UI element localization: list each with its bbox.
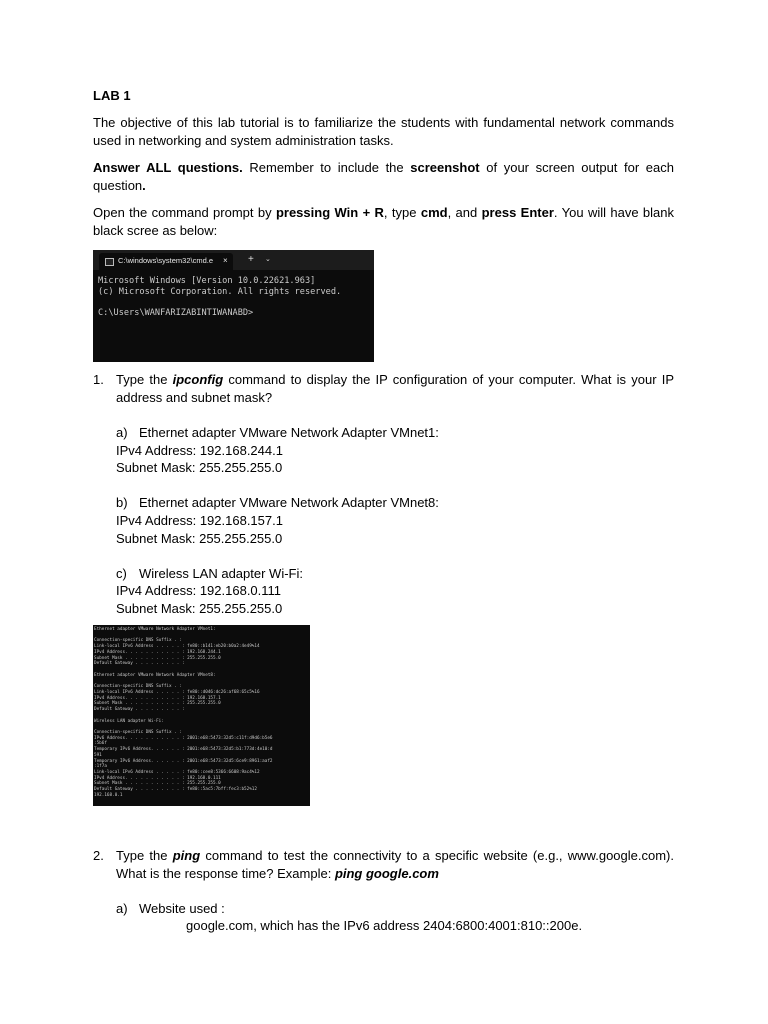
q1-item-c-letter: c) (116, 566, 127, 581)
q2-number: 2. (93, 848, 104, 863)
q1-item-b-title: Ethernet adapter VMware Network Adapter VMnet8: (139, 495, 439, 510)
ipconfig-output-line: Temporary IPv6 Address. . . . . . : 2001:e68:5473:32d5:6ce9:8961:aaf2 (94, 758, 273, 764)
ipconfig-output-line: IPv4 Address. . . . . . . . . . . : 192.168.244.1 (94, 649, 221, 655)
q1-item-c-title: Wireless LAN adapter Wi-Fi: (139, 566, 303, 581)
ping-command: ping (172, 848, 201, 863)
ipconfig-output-line: Link-local IPv6 Address . . . . . : fe80::b141:eb20:b0a2:4e49%14 (94, 644, 260, 650)
q1-item-a-mask: Subnet Mask: 255.255.255.0 (116, 460, 283, 475)
q2-item-a-letter: a) (116, 901, 128, 916)
ipconfig-command: ipconfig (172, 372, 224, 387)
instruction-line-1 (93, 159, 674, 177)
ping-example: ping google.com (334, 866, 439, 881)
open-text: , type (383, 205, 421, 220)
new-tab-icon: + (248, 254, 254, 265)
ipconfig-output-line: Connection-specific DNS Suffix . : (94, 638, 182, 644)
cmd-tab (99, 253, 233, 270)
open-text: Open the command prompt by (93, 205, 276, 220)
q1-item-a-letter: a) (116, 425, 128, 440)
ipconfig-output-line: Link-local IPv6 Address . . . . . : fe80::d046:dc26:af68:65c5%16 (94, 689, 260, 695)
ipconfig-output-screenshot (93, 625, 310, 806)
q1-text: command to display the IP configuration of your computer. What is your IP (223, 372, 674, 387)
objective-line-1: The objective of this lab tutorial is to familiarize the students with fundamental network commands (93, 115, 674, 130)
open-text: . You will have blank (553, 205, 674, 220)
instruction-text: of your screen output for each (479, 160, 675, 175)
lab-title: LAB 1 (93, 88, 131, 103)
instruction-text: Remember to include the (242, 160, 411, 175)
ipconfig-output-line: Ethernet adapter VMware Network Adapter VMnet1: (94, 627, 216, 632)
q1-item-a-ip: IPv4 Address: 192.168.244.1 (116, 443, 283, 458)
ipconfig-output-line: Subnet Mask . . . . . . . . . . . : 255.255.255.0 (94, 655, 221, 661)
q1-line-1 (116, 371, 674, 389)
open-bold: pressing Win + R (275, 205, 384, 220)
open-text: , and (447, 205, 482, 220)
objective-line-2: used in networking and system administration tasks. (93, 133, 394, 148)
cmd-output-line: (c) Microsoft Corporation. All rights reserved. (98, 287, 342, 297)
answer-all-bold: Answer ALL questions. (93, 160, 243, 175)
cmd-tab-title: C:\windows\system32\cmd.e (118, 256, 214, 265)
q1-item-c-ip: IPv4 Address: 192.168.0.111 (116, 583, 282, 598)
open-bold: press Enter (481, 205, 554, 220)
open-bold: cmd (420, 205, 448, 220)
ipconfig-output-line: 192.168.0.1 (94, 792, 123, 798)
q2-item-a-title: Website used : (139, 901, 225, 916)
close-icon: × (223, 256, 228, 265)
terminal-icon (105, 258, 114, 266)
ipconfig-output-line: Default Gateway . . . . . . . . . : (94, 661, 185, 667)
instruction-line-2 (93, 177, 146, 195)
ipconfig-output-line: IPv6 Address. . . . . . . . . . . : 2001:e68:5473:32d5:c11f:d9d6:b5e6 (94, 735, 273, 741)
ipconfig-output-line: 591 (94, 752, 102, 758)
q1-item-b-letter: b) (116, 495, 128, 510)
cmd-output-line: Microsoft Windows [Version 10.0.22621.963] (98, 276, 316, 286)
screenshot-bold: screenshot (410, 160, 480, 175)
cmd-tab-bar (93, 250, 374, 270)
ipconfig-output-line: Temporary IPv6 Address. . . . . . : 2001:e68:5473:32d5:b1:773d:4e10:d (94, 747, 273, 753)
q1-item-b-ip: IPv4 Address: 192.168.157.1 (116, 513, 283, 528)
q2-text: command to test the connectivity to a specific website (e.g., www.google.com). (200, 848, 674, 863)
q1-item-a-title: Ethernet adapter VMware Network Adapter VMnet1: (139, 425, 439, 440)
ipconfig-output-line: Default Gateway . . . . . . . . . : fe80::5ac5:7bff:fec3:b52%12 (94, 787, 257, 793)
q2-line-1 (116, 847, 674, 865)
ipconfig-output-line: Connection-specific DNS Suffix . : (94, 684, 182, 690)
q2-line-2 (116, 865, 439, 883)
ipconfig-output-line: IPv4 Address. . . . . . . . . . . : 192.168.0.111 (94, 775, 221, 781)
q2-text: Type the (116, 848, 173, 863)
instruction-text: . (142, 178, 146, 193)
ipconfig-output-line: :5b6f (94, 741, 107, 747)
ipconfig-output-line: Ethernet adapter VMware Network Adapter VMnet8: (94, 672, 216, 678)
ipconfig-output-line: :1f7a (94, 764, 107, 770)
q2-text: What is the response time? Example: (116, 866, 335, 881)
instruction-text: question (93, 178, 143, 193)
q1-item-c-mask: Subnet Mask: 255.255.255.0 (116, 601, 283, 616)
q1-text: Type the (116, 372, 173, 387)
chevron-down-icon: ⌄ (265, 256, 271, 263)
open-cmd-line-2: black scree as below: (93, 223, 218, 238)
ipconfig-output-line: Subnet Mask . . . . . . . . . . . : 255.255.255.0 (94, 781, 221, 787)
q1-line-2: address and subnet mask? (116, 390, 273, 405)
ipconfig-output-line: Default Gateway . . . . . . . . . : (94, 707, 185, 713)
ipconfig-output-line: Wireless LAN adapter Wi-Fi: (94, 718, 164, 724)
ipconfig-output-line: Connection-specific DNS Suffix . : (94, 729, 182, 735)
ipconfig-output-line: Subnet Mask . . . . . . . . . . . : 255.255.255.0 (94, 701, 221, 707)
cmd-prompt-line: C:\Users\WANFARIZABINTIWANABD> (98, 308, 254, 318)
q1-item-b-mask: Subnet Mask: 255.255.255.0 (116, 531, 283, 546)
q2-item-a-value: google.com, which has the IPv6 address 2404:6800:4001:810::200e. (186, 918, 583, 933)
ipconfig-output-line: Link-local IPv6 Address . . . . . : fe80::cee8:5366:6608:9ac4%12 (94, 770, 260, 775)
cmd-window-screenshot (93, 250, 374, 362)
ipconfig-output-line: IPv4 Address. . . . . . . . . . . : 192.168.157.1 (94, 695, 221, 701)
open-cmd-line-1 (93, 204, 674, 222)
q1-number: 1. (93, 372, 104, 387)
